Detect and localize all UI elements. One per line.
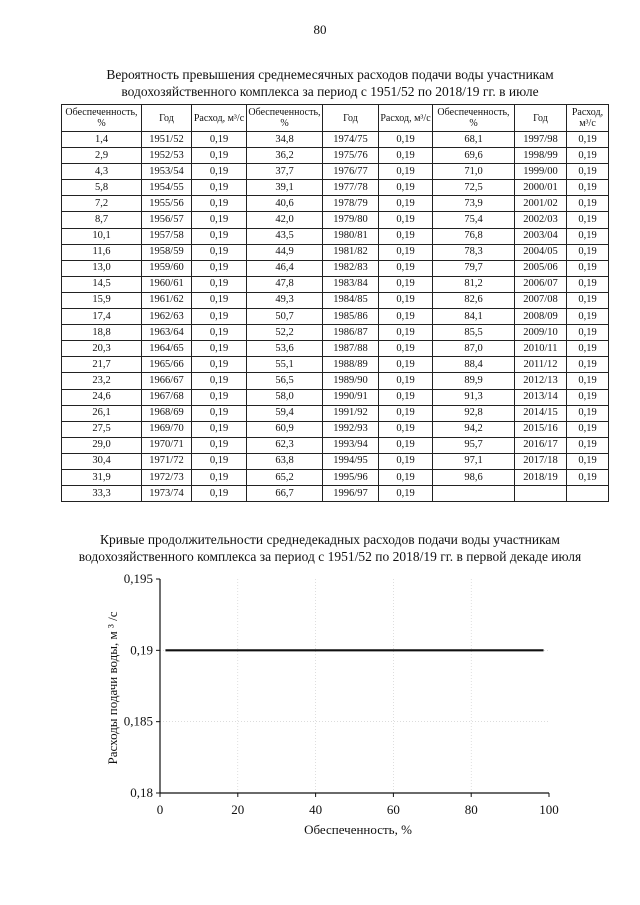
table-cell: 0,19 — [192, 164, 247, 180]
header-cell: Год — [323, 105, 379, 132]
table-cell: 0,19 — [567, 212, 609, 228]
table-cell: 1964/65 — [142, 341, 192, 357]
table-cell: 0,19 — [567, 389, 609, 405]
table-cell: 4,3 — [62, 164, 142, 180]
table-cell: 2013/14 — [515, 389, 567, 405]
table-cell: 2,9 — [62, 148, 142, 164]
table-cell: 0,19 — [192, 341, 247, 357]
table-cell: 33,3 — [62, 486, 142, 502]
x-tick-label: 80 — [464, 802, 478, 817]
chart-title: Кривые продолжительности среднедекадных расходов подачи воды участникам водохозяйственного комплекса за период с 1951/52 по 2018/19 гг. в первой декаде июля — [78, 532, 582, 564]
table-cell: 0,19 — [567, 180, 609, 196]
table-cell: 39,1 — [247, 180, 323, 196]
table-cell: 1962/63 — [142, 309, 192, 325]
table-cell: 1954/55 — [142, 180, 192, 196]
header-cell: Обеспеченность, % — [62, 105, 142, 132]
table-cell: 30,4 — [62, 453, 142, 469]
x-tick-label: 40 — [309, 802, 323, 817]
table-cell: 1957/58 — [142, 228, 192, 244]
table-cell: 1984/85 — [323, 292, 379, 308]
table-cell: 10,1 — [62, 228, 142, 244]
table-cell: 85,5 — [433, 325, 515, 341]
chart-axes — [156, 579, 549, 797]
table-cell: 1994/95 — [323, 453, 379, 469]
table-cell: 1980/81 — [323, 228, 379, 244]
table-cell: 91,3 — [433, 389, 515, 405]
table-cell: 26,1 — [62, 405, 142, 421]
table-cell: 43,5 — [247, 228, 323, 244]
table-cell: 89,9 — [433, 373, 515, 389]
header-cell: Расход, м³/с — [379, 105, 433, 132]
y-tick-label: 0,19 — [130, 642, 153, 658]
table-cell: 1985/86 — [323, 309, 379, 325]
table-cell: 0,19 — [567, 196, 609, 212]
page-number: 80 — [313, 22, 327, 37]
table-cell: 0,19 — [567, 357, 609, 373]
table-cell: 0,19 — [379, 180, 433, 196]
table-cell: 58,0 — [247, 389, 323, 405]
table-cell: 1986/87 — [323, 325, 379, 341]
table-cell: 1961/62 — [142, 292, 192, 308]
table-cell: 1955/56 — [142, 196, 192, 212]
table-cell: 56,5 — [247, 373, 323, 389]
table-cell: 0,19 — [192, 212, 247, 228]
table-cell: 1970/71 — [142, 437, 192, 453]
table-cell: 1953/54 — [142, 164, 192, 180]
table-cell: 0,19 — [192, 357, 247, 373]
table-cell: 52,2 — [247, 325, 323, 341]
table-cell: 0,19 — [379, 421, 433, 437]
table-cell: 98,6 — [433, 469, 515, 485]
table-cell: 79,7 — [433, 260, 515, 276]
x-tick-label: 100 — [539, 802, 559, 817]
y-tick-label: 0,18 — [130, 785, 153, 800]
table-cell: 27,5 — [62, 421, 142, 437]
table-cell: 1963/64 — [142, 325, 192, 341]
table-cell: 36,2 — [247, 148, 323, 164]
table-cell: 40,6 — [247, 196, 323, 212]
table-cell: 0,19 — [379, 196, 433, 212]
table-cell: 0,19 — [379, 244, 433, 260]
table-cell: 0,19 — [379, 389, 433, 405]
table-cell: 1999/00 — [515, 164, 567, 180]
table-cell: 1987/88 — [323, 341, 379, 357]
table-cell: 0,19 — [379, 437, 433, 453]
y-axis-label: Расходы подачи воды, м ³ /с — [105, 611, 120, 765]
table-cell: 1981/82 — [323, 244, 379, 260]
table-cell: 1959/60 — [142, 260, 192, 276]
table-cell: 2006/07 — [515, 276, 567, 292]
table-cell: 2016/17 — [515, 437, 567, 453]
table-cell: 1972/73 — [142, 469, 192, 485]
table-cell: 94,2 — [433, 421, 515, 437]
table-cell: 59,4 — [247, 405, 323, 421]
table-cell: 55,1 — [247, 357, 323, 373]
table-cell: 1993/94 — [323, 437, 379, 453]
table-cell: 0,19 — [192, 405, 247, 421]
table-cell: 1971/72 — [142, 453, 192, 469]
table-cell: 0,19 — [192, 469, 247, 485]
table-cell: 63,8 — [247, 453, 323, 469]
table-cell: 44,9 — [247, 244, 323, 260]
table-cell: 2000/01 — [515, 180, 567, 196]
table-cell: 1956/57 — [142, 212, 192, 228]
table-cell: 0,19 — [192, 276, 247, 292]
table-cell: 0,19 — [192, 228, 247, 244]
table-cell: 0,19 — [567, 421, 609, 437]
table-cell: 31,9 — [62, 469, 142, 485]
table-cell: 2007/08 — [515, 292, 567, 308]
table-cell: 1,4 — [62, 132, 142, 148]
table-cell: 2017/18 — [515, 453, 567, 469]
table-cell: 0,19 — [567, 373, 609, 389]
table-cell: 11,6 — [62, 244, 142, 260]
table-cell: 1991/92 — [323, 405, 379, 421]
chart-grid — [160, 579, 549, 793]
table-cell: 0,19 — [379, 341, 433, 357]
table-cell: 1969/70 — [142, 421, 192, 437]
table-cell: 49,3 — [247, 292, 323, 308]
table-cell: 1967/68 — [142, 389, 192, 405]
table-cell: 1982/83 — [323, 260, 379, 276]
x-tick-label: 60 — [386, 802, 400, 817]
table-cell: 0,19 — [192, 486, 247, 502]
header-cell: Расход, м³/с — [567, 105, 609, 132]
table-cell: 60,9 — [247, 421, 323, 437]
table-cell: 1978/79 — [323, 196, 379, 212]
table-cell: 8,7 — [62, 212, 142, 228]
table-cell: 2008/09 — [515, 309, 567, 325]
table-cell: 1998/99 — [515, 148, 567, 164]
table-cell: 2018/19 — [515, 469, 567, 485]
table-cell: 81,2 — [433, 276, 515, 292]
table-cell: 0,19 — [379, 469, 433, 485]
table-cell: 1968/69 — [142, 405, 192, 421]
table-cell: 1997/98 — [515, 132, 567, 148]
table-cell: 82,6 — [433, 292, 515, 308]
table-cell: 0,19 — [192, 437, 247, 453]
table-cell: 0,19 — [192, 389, 247, 405]
table-cell: 47,8 — [247, 276, 323, 292]
table-cell: 73,9 — [433, 196, 515, 212]
x-tick-label: 20 — [231, 802, 245, 817]
x-tick-label: 0 — [156, 802, 164, 817]
table-cell: 0,19 — [567, 453, 609, 469]
y-tick-label: 0,195 — [123, 571, 153, 586]
table-cell: 95,7 — [433, 437, 515, 453]
table-cell: 2012/13 — [515, 373, 567, 389]
x-axis-label: Обеспеченность, % — [304, 822, 412, 837]
table-cell: 29,0 — [62, 437, 142, 453]
table-cell: 1995/96 — [323, 469, 379, 485]
table-cell: 1960/61 — [142, 276, 192, 292]
table-cell: 88,4 — [433, 357, 515, 373]
table-cell: 1977/78 — [323, 180, 379, 196]
table-cell: 1988/89 — [323, 357, 379, 373]
table-cell: 0,19 — [567, 276, 609, 292]
table-cell: 87,0 — [433, 341, 515, 357]
table-cell: 0,19 — [379, 373, 433, 389]
table-cell: 1979/80 — [323, 212, 379, 228]
header-cell: Год — [515, 105, 567, 132]
table-cell: 50,7 — [247, 309, 323, 325]
table-cell: 2010/11 — [515, 341, 567, 357]
table-cell: 71,0 — [433, 164, 515, 180]
table-cell: 13,0 — [62, 260, 142, 276]
table-cell: 0,19 — [192, 421, 247, 437]
table-cell: 0,19 — [192, 373, 247, 389]
table-cell: 69,6 — [433, 148, 515, 164]
table-cell: 76,8 — [433, 228, 515, 244]
table-cell: 2015/16 — [515, 421, 567, 437]
table-cell: 0,19 — [379, 309, 433, 325]
table-cell: 1951/52 — [142, 132, 192, 148]
table-cell: 1975/76 — [323, 148, 379, 164]
table-cell: 0,19 — [379, 276, 433, 292]
table-cell: 0,19 — [192, 244, 247, 260]
table-cell: 84,1 — [433, 309, 515, 325]
table-cell: 0,19 — [379, 453, 433, 469]
table-cell: 92,8 — [433, 405, 515, 421]
table-cell: 2011/12 — [515, 357, 567, 373]
table-cell: 0,19 — [192, 148, 247, 164]
table-cell: 0,19 — [567, 437, 609, 453]
header-cell: Расход, м³/с — [192, 105, 247, 132]
table-cell: 18,8 — [62, 325, 142, 341]
table-cell: 0,19 — [379, 132, 433, 148]
table-cell: 15,9 — [62, 292, 142, 308]
table-cell: 66,7 — [247, 486, 323, 502]
table-cell: 2014/15 — [515, 405, 567, 421]
header-cell: Обеспеченность, % — [433, 105, 515, 132]
table-cell: 0,19 — [379, 148, 433, 164]
table-cell: 2001/02 — [515, 196, 567, 212]
table-cell: 0,19 — [567, 260, 609, 276]
table-cell: 1976/77 — [323, 164, 379, 180]
table-cell: 0,19 — [379, 212, 433, 228]
table-cell: 0,19 — [192, 180, 247, 196]
table-cell: 0,19 — [567, 309, 609, 325]
header-cell: Обеспеченность, % — [247, 105, 323, 132]
table-cell: 0,19 — [567, 325, 609, 341]
table-cell: 37,7 — [247, 164, 323, 180]
table-cell: 0,19 — [192, 292, 247, 308]
table-cell: 34,8 — [247, 132, 323, 148]
table-cell: 24,6 — [62, 389, 142, 405]
table-cell: 0,19 — [567, 341, 609, 357]
table-cell: 1965/66 — [142, 357, 192, 373]
table-cell: 0,19 — [567, 228, 609, 244]
table-cell: 0,19 — [567, 164, 609, 180]
table-cell: 7,2 — [62, 196, 142, 212]
table-cell: 1992/93 — [323, 421, 379, 437]
header-cell: Год — [142, 105, 192, 132]
table-cell: 0,19 — [192, 196, 247, 212]
table-cell: 20,3 — [62, 341, 142, 357]
table-cell: 0,19 — [379, 486, 433, 502]
table-cell: 1996/97 — [323, 486, 379, 502]
table-cell: 62,3 — [247, 437, 323, 453]
table-cell: 1973/74 — [142, 486, 192, 502]
table-cell: 2005/06 — [515, 260, 567, 276]
table-cell: 1989/90 — [323, 373, 379, 389]
table-cell: 17,4 — [62, 309, 142, 325]
table-cell: 0,19 — [192, 453, 247, 469]
chart-tick-labels — [124, 571, 559, 817]
table-cell: 2002/03 — [515, 212, 567, 228]
table-cell: 0,19 — [567, 469, 609, 485]
table-cell: 78,3 — [433, 244, 515, 260]
table-cell: 0,19 — [192, 260, 247, 276]
table-cell: 1958/59 — [142, 244, 192, 260]
table-cell: 23,2 — [62, 373, 142, 389]
table-cell: 14,5 — [62, 276, 142, 292]
table-cell: 1983/84 — [323, 276, 379, 292]
table-cell: 1990/91 — [323, 389, 379, 405]
table-cell: 1952/53 — [142, 148, 192, 164]
table-cell: 0,19 — [192, 325, 247, 341]
table-cell: 0,19 — [379, 260, 433, 276]
table-cell: 0,19 — [379, 357, 433, 373]
table-cell: 2009/10 — [515, 325, 567, 341]
table-title: Вероятность превышения среднемесячных расходов подачи воды участникам водохозяйственного комплекса за период с 1951/52 по 2018/19 гг. в июле — [106, 67, 554, 99]
table-cell: 0,19 — [567, 405, 609, 421]
table-cell: 68,1 — [433, 132, 515, 148]
table-cell: 0,19 — [379, 164, 433, 180]
table-cell: 1974/75 — [323, 132, 379, 148]
table-cell: 97,1 — [433, 453, 515, 469]
table-cell: 0,19 — [192, 132, 247, 148]
table-cell: 0,19 — [567, 132, 609, 148]
table-cell: 0,19 — [379, 228, 433, 244]
table-cell: 0,19 — [567, 148, 609, 164]
table-cell: 42,0 — [247, 212, 323, 228]
table-cell: 65,2 — [247, 469, 323, 485]
table-cell: 0,19 — [379, 405, 433, 421]
y-tick-label: 0,185 — [123, 713, 153, 729]
table-cell: 0,19 — [379, 325, 433, 341]
table-cell: 2003/04 — [515, 228, 567, 244]
table-cell: 0,19 — [379, 292, 433, 308]
table-cell: 46,4 — [247, 260, 323, 276]
table-cell: 0,19 — [567, 244, 609, 260]
table-cell: 5,8 — [62, 180, 142, 196]
table-cell: 0,19 — [192, 309, 247, 325]
table-cell: 21,7 — [62, 357, 142, 373]
table-cell: 75,4 — [433, 212, 515, 228]
table-cell: 2004/05 — [515, 244, 567, 260]
table-cell: 72,5 — [433, 180, 515, 196]
table-cell: 0,19 — [567, 292, 609, 308]
table-cell: 1966/67 — [142, 373, 192, 389]
table-cell: 53,6 — [247, 341, 323, 357]
